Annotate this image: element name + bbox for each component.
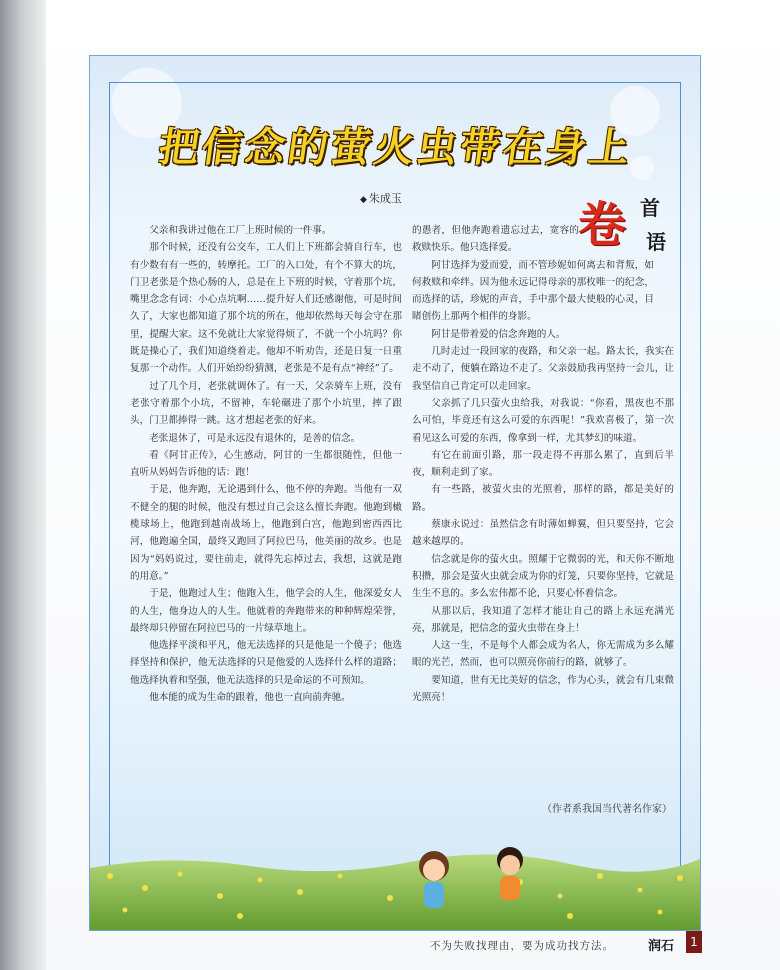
paragraph: 阿甘选择为爱而爱，而不管珍妮如何离去和背叛，如何救赎和牵绊。因为他永远记得母亲的那枚唯一的纪念，而选择的话，珍妮的声音，手中那个最大使般的心灵，目睹创伤上那两个相伴的身影。	[412, 259, 654, 323]
page-number: 1	[686, 931, 702, 953]
paragraph: 那个时候，还没有公交车，工人们上下班都会骑自行车，也有少数有有一些的，转摩托。工厂的入口处，有个不算大的坑，门卫老张是个热心肠的人，总是在上下班的时候，守着那个坑，嘴里念念有词：小心点坑啊……提升好人们还感谢他，可是时间久了，大家也都知道了那个坑的所在，他却依然每天每会守在那里，提醒大家。这不免就让大家觉得烦了，不就一个小坑吗？你既是操心了，我们知道绕着走。他却不听劝告，还是日复一日重复那一个动作。人们开始纷纷猜测，老张是不是有点“神经”了。	[130, 242, 402, 375]
column-badge-char-1: 首	[640, 196, 660, 220]
paragraph: 信念就是你的萤火虫。照耀于它微弱的光，和天你不断地积攒，那会是萤火虫就会成为你的灯笼，只要你坚持，它就是生生不息的。多么宏伟都不论，只要心怀着信念。	[412, 553, 674, 600]
column-badge-char-2: 语	[646, 230, 666, 254]
footer-slogan: 不为失败找理由，要为成功找方法。	[430, 940, 614, 952]
paragraph: 过了几个月，老张就调休了。有一天，父亲骑车上班，没有老张守着那个小坑，不留神，车轮碾进了那个小坑里，摔了跟头，门卫都捧得一跳。这才想起老张的好来。	[130, 380, 402, 427]
paragraph: 有一些路，被萤火虫的光照着，那样的路，都是美好的路。	[412, 484, 674, 513]
magazine-brand: 润石	[648, 939, 675, 954]
paragraph: 几时走过一段回家的夜路，和父亲一起。路太长，我实在走不动了，便躺在路边不走了。父亲鼓励我再坚持一会儿，让我坚信自己肯定可以走回家。	[412, 346, 674, 392]
paragraph: 于是，他奔跑，无论遇到什么，他不停的奔跑。当他有一双不健全的腿的时候，他没有想过自己会这么擅长奔跑。他跑到橄榄球场上，他跑到越南战场上，他跑到白宫，他跑到密西西比河，他跑遍全国，最终又跑回了阿拉巴马，他美丽的故乡。也是因为“妈妈说过，要往前走，就得先忘掉过去，我想，这就是跑的用意。”	[130, 484, 402, 582]
paragraph: 蔡康永说过：虽然信念有时薄如蝉翼，但只要坚持，它会越来越厚的。	[412, 519, 674, 548]
paragraph: 看《阿甘正传》，心生感动，阿甘的一生都很随性，但他一直听从妈妈告诉他的话：跑！	[130, 449, 402, 479]
paragraph: 要知道，世有无比美好的信念，作为心头，就会有几束微光照亮！	[412, 674, 674, 704]
paragraph: 父亲和我讲过他在工厂上班时候的一件事。	[149, 225, 332, 236]
paragraph: 他本能的成为生命的跟着，他也一直向前奔驰。	[149, 692, 351, 704]
article-frame	[89, 55, 701, 931]
article-title: 把信念的萤火虫带在身上	[155, 124, 636, 171]
author-line	[360, 190, 402, 206]
paragraph: 从那以后，我知道了怎样才能让自己的路上永远充满光亮，那就是，把信念的萤火虫带在身上！	[412, 605, 674, 634]
paragraph: 老张退休了，可是永远没有退休的，是善的信念。	[149, 432, 361, 444]
column-badge-big-char: 卷	[578, 197, 627, 253]
paragraph: 的愚者，但他奔跑着遗忘过去，宽容的救赎快乐。他只选择爱。	[412, 225, 579, 254]
paragraph: 有它在前面引路，那一段走得不再那么累了，直到后半夜，顺利走到了家。	[412, 449, 674, 479]
paragraph: 父亲抓了几只萤火虫给我，对我说：“你看，黑夜也不那么可怕，毕竟还有这么可爱的东西呢！”我欢喜极了，第一次看见这么可爱的东西，像拿到一样，尤其梦幻的味道。	[412, 397, 674, 444]
author-note: （作者系我国当代著名作家）	[542, 804, 672, 815]
paragraph: 于是，他跑过人生；他跑入生，他学会的人生，他深爱女人的人生，他身边人的人生。他就着的奔跑带来的种种辉煌荣誉，最终却只停留在阿拉巴马的一片绿草地上。	[130, 588, 402, 634]
meadow-illustration	[90, 846, 701, 931]
paragraph: 阿甘是带着爱的信念奔跑的人。	[431, 328, 566, 340]
book-spine-shadow	[0, 0, 46, 970]
grass-field	[90, 854, 701, 931]
right-column	[412, 222, 674, 706]
paragraph: 人这一生，不是每个人都会成为名人，你无需成为多么耀眼的光芒，然而，也可以照亮你前行的路，就够了。	[412, 640, 674, 669]
author-name: 朱成玉	[368, 192, 402, 205]
left-column	[130, 222, 402, 706]
author-marker: ◆	[360, 195, 367, 205]
paragraph: 他选择平淡和平凡，他无法选择的只是他是一个傻子；他选择坚持和保护，他无法选择的只是他爱的人选择什么样的道路；他选择执着和坚强，他无法选择的只是命运的不可预知。	[130, 640, 402, 686]
